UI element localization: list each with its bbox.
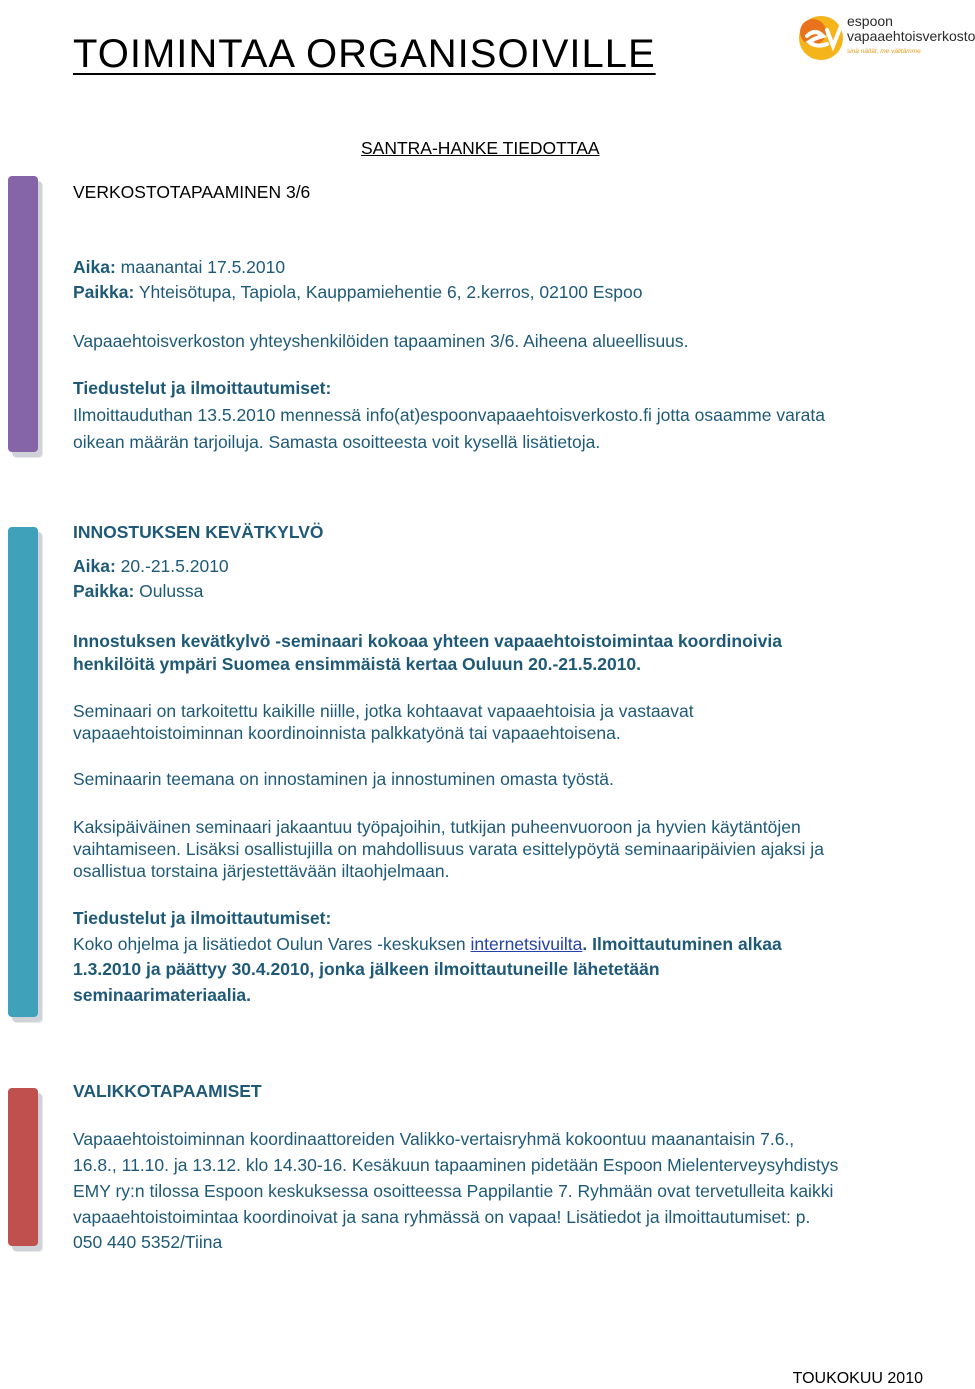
place-value: Yhteisötupa, Tapiola, Kauppamiehentie 6, 2.kerros, 02100 Espoo	[134, 282, 643, 302]
logo	[797, 8, 975, 70]
section2-info-line2: 1.3.2010 ja päättyy 30.4.2010, jonka jälkeen ilmoittautuneille lähetetään	[73, 959, 660, 979]
section-bar-teal	[8, 527, 38, 1017]
section3-line5: 050 440 5352/Tiina	[73, 1232, 223, 1252]
section2-p3-line2: vaihtamiseen. Lisäksi osallistujilla on mahdollisuus varata esittelypöytä seminaaripäivien ajaksi ja	[73, 839, 824, 859]
section2-p3-line1: Kaksipäiväinen seminaari jakaantuu työpajoihin, tutkijan puheenvuoroon ja hyvien käytäntöjen	[73, 817, 801, 837]
section3-line3: EMY ry:n tilossa Espoon keskuksessa osoitteessa Pappilantie 7. Ryhmään ovat tervetulleita kaikki	[73, 1181, 834, 1201]
section1-inquiry-label: Tiedustelut ja ilmoittautumiset:	[73, 378, 332, 398]
logo-tagline: sinä näität, me välitämme	[847, 48, 921, 55]
dot-separator: .	[582, 934, 593, 954]
logo-line1: espoon	[847, 13, 893, 29]
section2-heading: INNOSTUKSEN KEVÄTKYLVÖ	[73, 522, 324, 542]
ev-logo-icon	[797, 8, 847, 68]
footer-date: TOUKOKUU 2010	[792, 1370, 923, 1387]
place-value: Oulussa	[134, 581, 204, 601]
place-label: Paikka:	[73, 581, 135, 601]
section2-inquiry-label: Tiedustelut ja ilmoittautumiset:	[73, 908, 332, 928]
section-bar-purple	[8, 176, 38, 452]
section2-info-line3: seminaarimateriaalia.	[73, 985, 252, 1005]
section2-bold-line2: henkilöitä ympäri Suomea ensimmäistä kertaa Ouluun 20.-21.5.2010.	[73, 654, 642, 674]
section2-p2: Seminaarin teemana on innostaminen ja innostuminen omasta työstä.	[73, 769, 614, 789]
time-label: Aika:	[73, 556, 116, 576]
section1-description: Vapaaehtoisverkoston yhteyshenkilöiden tapaaminen 3/6. Aiheena alueellisuus.	[73, 331, 689, 351]
program-text: Koko ohjelma ja lisätiedot Oulun Vares -keskuksen	[73, 934, 471, 954]
section2-p1-line1: Seminaari on tarkoitettu kaikille niille, jotka kohtaavat vapaaehtoisia ja vastaavat	[73, 701, 694, 721]
section1-line2: oikean määrän tarjoiluja. Samasta osoitteesta voit kysellä lisätietoja.	[73, 432, 601, 452]
section2-place	[73, 580, 203, 602]
section2-info-line1	[73, 933, 782, 955]
section3-line1: Vapaaehtoistoiminnan koordinaattoreiden Valikko-vertaisryhmä kokoontuu maanantaisin 7.6.,	[73, 1129, 795, 1149]
section1-heading: VERKOSTOTAPAAMINEN 3/6	[73, 182, 311, 202]
santra-heading: SANTRA-HANKE TIEDOTTAA	[361, 138, 600, 158]
section-bar-red	[8, 1088, 38, 1246]
section3-line2: 16.8., 11.10. ja 13.12. klo 14.30-16. Kesäkuun tapaaminen pidetään Espoon Mielenterveysyhdistys	[73, 1155, 839, 1175]
section2-time	[73, 555, 229, 577]
section2-p3-line3: osallistua torstaina järjestettävään iltaohjelmaan.	[73, 861, 450, 881]
section2-bold-line1: Innostuksen kevätkylvö -seminaari kokoaa yhteen vapaaehtoistoimintaa koordinoivia	[73, 631, 782, 651]
section2-p1-line2: vapaaehtoistoiminnan koordinoinnista palkkatyönä tai vapaaehtoisena.	[73, 723, 621, 743]
section1-place	[73, 281, 642, 303]
registration-start-text: Ilmoittautuminen alkaa	[592, 934, 782, 954]
website-link[interactable]: internetsivuilta	[470, 934, 583, 954]
section1-time	[73, 256, 285, 278]
time-value: maanantai 17.5.2010	[115, 257, 286, 277]
page-title: TOIMINTAA ORGANISOIVILLE	[73, 32, 656, 76]
logo-line2: vapaaehtoisverkosto	[847, 28, 975, 44]
time-label: Aika:	[73, 257, 116, 277]
section3-line4: vapaaehtoistoimintaa koordinoivat ja sana ryhmässä on vapaa! Lisätiedot ja ilmoittautumiset: p.	[73, 1207, 811, 1227]
time-value: 20.-21.5.2010	[115, 556, 229, 576]
section1-line1: Ilmoittauduthan 13.5.2010 mennessä info(at)espoonvapaaehtoisverkosto.fi jotta osaamme varata	[73, 405, 825, 425]
section3-heading: VALIKKOTAPAAMISET	[73, 1081, 262, 1101]
place-label: Paikka:	[73, 282, 135, 302]
